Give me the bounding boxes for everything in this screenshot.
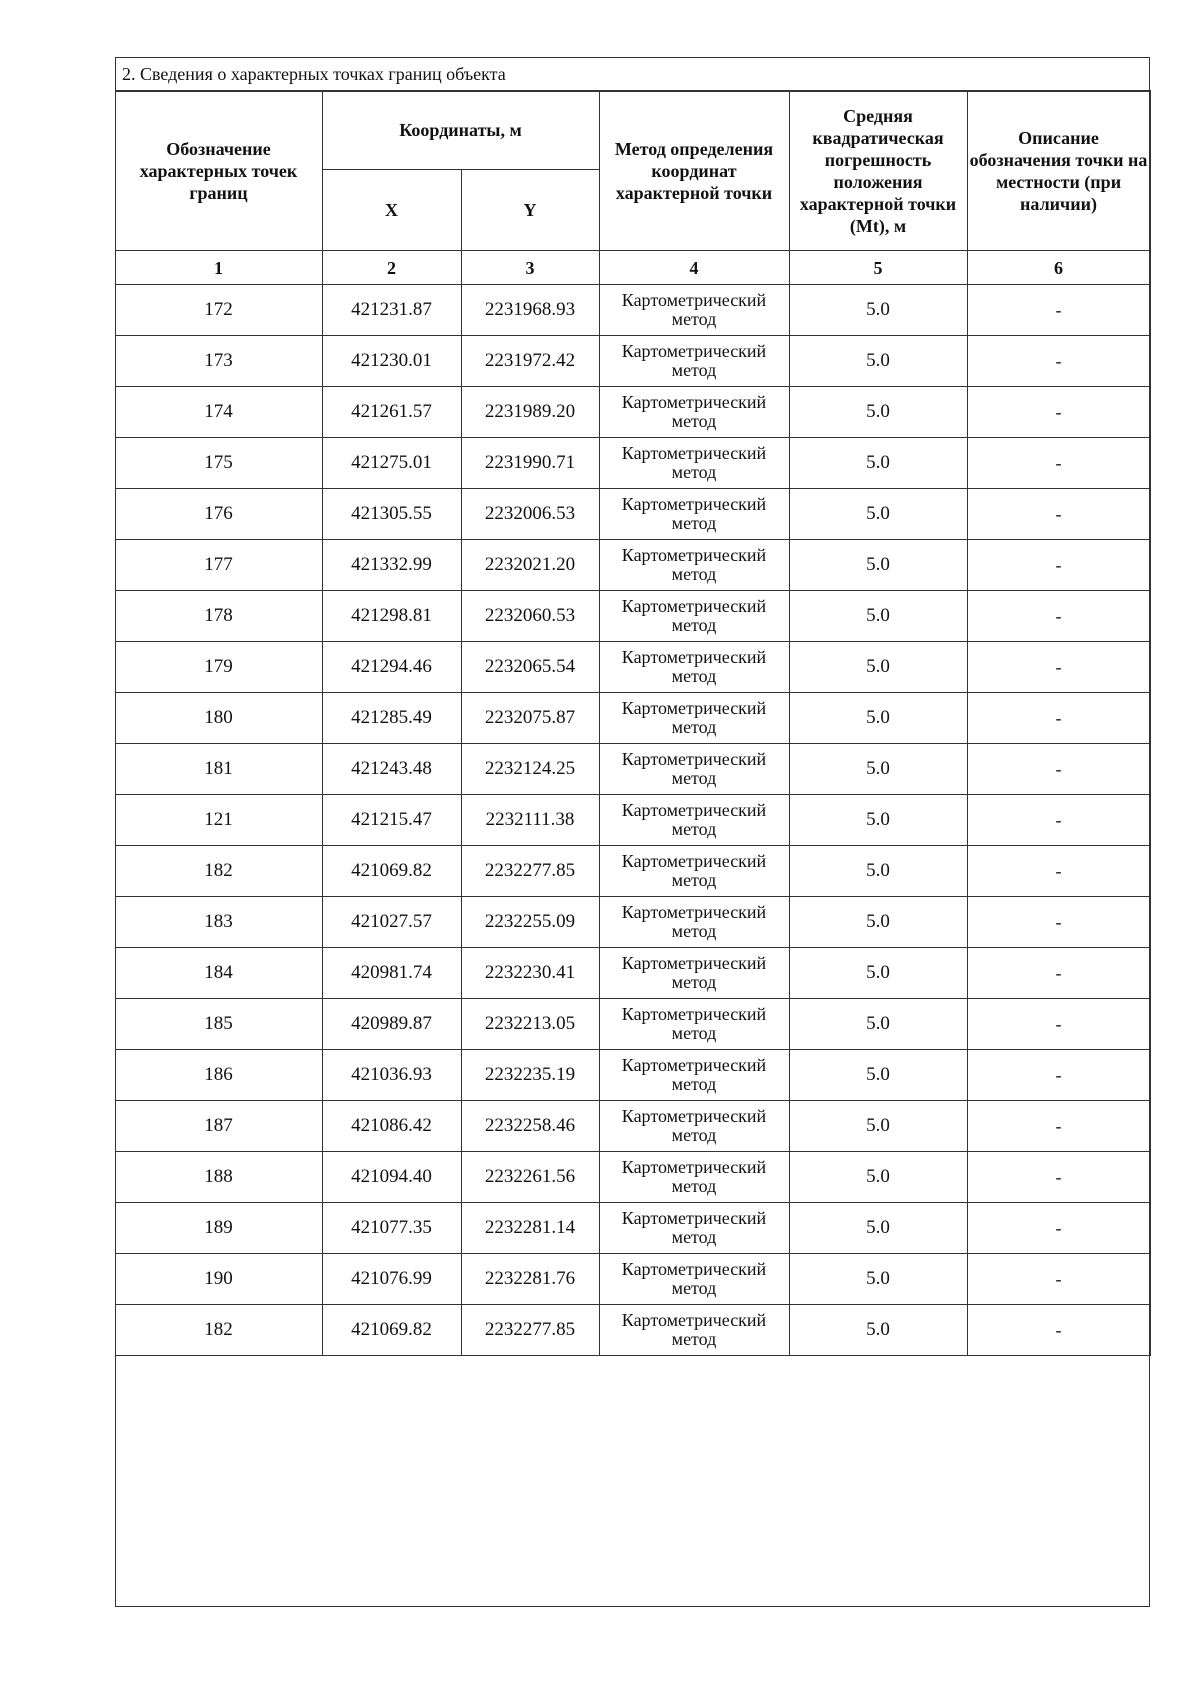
table-row bbox=[115, 1203, 1150, 1254]
table-row bbox=[115, 1254, 1150, 1305]
table-row bbox=[115, 744, 1150, 795]
y-coordinate-cell: 2232021.20 bbox=[461, 540, 599, 591]
table-row bbox=[115, 999, 1150, 1050]
method-cell: Картометрический метод bbox=[599, 846, 789, 897]
description-cell: - bbox=[967, 897, 1150, 948]
mt-cell: 5.0 bbox=[789, 1203, 967, 1254]
boundary-points-table bbox=[115, 90, 1151, 1356]
x-coordinate-cell: 421305.55 bbox=[322, 489, 461, 540]
y-coordinate-cell: 2231990.71 bbox=[461, 438, 599, 489]
point-id-cell: 182 bbox=[115, 846, 322, 897]
mt-cell: 5.0 bbox=[789, 336, 967, 387]
x-coordinate-cell: 421332.99 bbox=[322, 540, 461, 591]
point-id-cell: 174 bbox=[115, 387, 322, 438]
x-coordinate-cell: 421261.57 bbox=[322, 387, 461, 438]
table-row bbox=[115, 336, 1150, 387]
point-id-cell: 176 bbox=[115, 489, 322, 540]
table-row bbox=[115, 387, 1150, 438]
mt-cell: 5.0 bbox=[789, 438, 967, 489]
header-y: Y bbox=[461, 170, 599, 251]
description-cell: - bbox=[967, 1254, 1150, 1305]
x-coordinate-cell: 421069.82 bbox=[322, 846, 461, 897]
method-cell: Картометрический метод bbox=[599, 999, 789, 1050]
column-number: 2 bbox=[322, 251, 461, 285]
method-cell: Картометрический метод bbox=[599, 387, 789, 438]
mt-cell: 5.0 bbox=[789, 1050, 967, 1101]
y-coordinate-cell: 2232006.53 bbox=[461, 489, 599, 540]
method-cell: Картометрический метод bbox=[599, 1101, 789, 1152]
description-cell: - bbox=[967, 591, 1150, 642]
mt-cell: 5.0 bbox=[789, 1152, 967, 1203]
table-row bbox=[115, 1101, 1150, 1152]
y-coordinate-cell: 2232060.53 bbox=[461, 591, 599, 642]
method-cell: Картометрический метод bbox=[599, 285, 789, 336]
x-coordinate-cell: 421215.47 bbox=[322, 795, 461, 846]
method-cell: Картометрический метод bbox=[599, 336, 789, 387]
mt-cell: 5.0 bbox=[789, 489, 967, 540]
mt-cell: 5.0 bbox=[789, 948, 967, 999]
point-id-cell: 189 bbox=[115, 1203, 322, 1254]
point-id-cell: 190 bbox=[115, 1254, 322, 1305]
header-coordinates: Координаты, м bbox=[322, 91, 599, 170]
mt-cell: 5.0 bbox=[789, 999, 967, 1050]
x-coordinate-cell: 420981.74 bbox=[322, 948, 461, 999]
y-coordinate-cell: 2232213.05 bbox=[461, 999, 599, 1050]
x-coordinate-cell: 421077.35 bbox=[322, 1203, 461, 1254]
x-coordinate-cell: 421094.40 bbox=[322, 1152, 461, 1203]
y-coordinate-cell: 2232277.85 bbox=[461, 846, 599, 897]
mt-cell: 5.0 bbox=[789, 1254, 967, 1305]
column-number: 3 bbox=[461, 251, 599, 285]
method-cell: Картометрический метод bbox=[599, 1152, 789, 1203]
table-row bbox=[115, 1050, 1150, 1101]
y-coordinate-cell: 2231968.93 bbox=[461, 285, 599, 336]
mt-cell: 5.0 bbox=[789, 387, 967, 438]
y-coordinate-cell: 2232281.76 bbox=[461, 1254, 599, 1305]
x-coordinate-cell: 421027.57 bbox=[322, 897, 461, 948]
mt-cell: 5.0 bbox=[789, 591, 967, 642]
point-id-cell: 179 bbox=[115, 642, 322, 693]
mt-cell: 5.0 bbox=[789, 285, 967, 336]
description-cell: - bbox=[967, 285, 1150, 336]
point-id-cell: 187 bbox=[115, 1101, 322, 1152]
description-cell: - bbox=[967, 795, 1150, 846]
x-coordinate-cell: 421275.01 bbox=[322, 438, 461, 489]
point-id-cell: 184 bbox=[115, 948, 322, 999]
table-row bbox=[115, 489, 1150, 540]
description-cell: - bbox=[967, 693, 1150, 744]
description-cell: - bbox=[967, 489, 1150, 540]
y-coordinate-cell: 2232065.54 bbox=[461, 642, 599, 693]
description-cell: - bbox=[967, 1101, 1150, 1152]
point-id-cell: 181 bbox=[115, 744, 322, 795]
x-coordinate-cell: 421285.49 bbox=[322, 693, 461, 744]
x-coordinate-cell: 421076.99 bbox=[322, 1254, 461, 1305]
x-coordinate-cell: 421086.42 bbox=[322, 1101, 461, 1152]
description-cell: - bbox=[967, 1203, 1150, 1254]
header-method: Метод определения координат характерной точки bbox=[599, 91, 789, 251]
table-row bbox=[115, 591, 1150, 642]
point-id-cell: 186 bbox=[115, 1050, 322, 1101]
table-row bbox=[115, 642, 1150, 693]
y-coordinate-cell: 2231989.20 bbox=[461, 387, 599, 438]
table-row bbox=[115, 540, 1150, 591]
y-coordinate-cell: 2232235.19 bbox=[461, 1050, 599, 1101]
table-row bbox=[115, 846, 1150, 897]
point-id-cell: 182 bbox=[115, 1305, 322, 1356]
table-row bbox=[115, 897, 1150, 948]
description-cell: - bbox=[967, 1152, 1150, 1203]
description-cell: - bbox=[967, 999, 1150, 1050]
mt-cell: 5.0 bbox=[789, 693, 967, 744]
column-number: 4 bbox=[599, 251, 789, 285]
y-coordinate-cell: 2232111.38 bbox=[461, 795, 599, 846]
mt-cell: 5.0 bbox=[789, 846, 967, 897]
table-row bbox=[115, 285, 1150, 336]
column-number: 6 bbox=[967, 251, 1150, 285]
header-point-designation: Обозначение характерных точек границ bbox=[115, 91, 322, 251]
mt-cell: 5.0 bbox=[789, 744, 967, 795]
method-cell: Картометрический метод bbox=[599, 1203, 789, 1254]
x-coordinate-cell: 421231.87 bbox=[322, 285, 461, 336]
point-id-cell: 177 bbox=[115, 540, 322, 591]
mt-cell: 5.0 bbox=[789, 642, 967, 693]
description-cell: - bbox=[967, 1050, 1150, 1101]
description-cell: - bbox=[967, 336, 1150, 387]
description-cell: - bbox=[967, 846, 1150, 897]
x-coordinate-cell: 421243.48 bbox=[322, 744, 461, 795]
x-coordinate-cell: 421294.46 bbox=[322, 642, 461, 693]
mt-cell: 5.0 bbox=[789, 1101, 967, 1152]
method-cell: Картометрический метод bbox=[599, 897, 789, 948]
table-row bbox=[115, 795, 1150, 846]
method-cell: Картометрический метод bbox=[599, 540, 789, 591]
y-coordinate-cell: 2231972.42 bbox=[461, 336, 599, 387]
point-id-cell: 183 bbox=[115, 897, 322, 948]
description-cell: - bbox=[967, 387, 1150, 438]
table-row bbox=[115, 1152, 1150, 1203]
point-id-cell: 121 bbox=[115, 795, 322, 846]
y-coordinate-cell: 2232230.41 bbox=[461, 948, 599, 999]
x-coordinate-cell: 421036.93 bbox=[322, 1050, 461, 1101]
point-id-cell: 185 bbox=[115, 999, 322, 1050]
description-cell: - bbox=[967, 438, 1150, 489]
y-coordinate-cell: 2232124.25 bbox=[461, 744, 599, 795]
column-number: 1 bbox=[115, 251, 322, 285]
table-row bbox=[115, 438, 1150, 489]
description-cell: - bbox=[967, 744, 1150, 795]
y-coordinate-cell: 2232075.87 bbox=[461, 693, 599, 744]
table-body bbox=[115, 285, 1150, 1356]
table-row bbox=[115, 948, 1150, 999]
method-cell: Картометрический метод bbox=[599, 1305, 789, 1356]
description-cell: - bbox=[967, 642, 1150, 693]
y-coordinate-cell: 2232255.09 bbox=[461, 897, 599, 948]
point-id-cell: 178 bbox=[115, 591, 322, 642]
method-cell: Картометрический метод bbox=[599, 795, 789, 846]
point-id-cell: 173 bbox=[115, 336, 322, 387]
section-title: 2. Сведения о характерных точках границ объекта bbox=[116, 58, 1149, 92]
method-cell: Картометрический метод bbox=[599, 489, 789, 540]
document-frame bbox=[115, 57, 1150, 1607]
y-coordinate-cell: 2232258.46 bbox=[461, 1101, 599, 1152]
column-number: 5 bbox=[789, 251, 967, 285]
header-x: X bbox=[322, 170, 461, 251]
point-id-cell: 188 bbox=[115, 1152, 322, 1203]
y-coordinate-cell: 2232261.56 bbox=[461, 1152, 599, 1203]
point-id-cell: 175 bbox=[115, 438, 322, 489]
method-cell: Картометрический метод bbox=[599, 642, 789, 693]
header-point-description: Описание обозначения точки на местности (при наличии) bbox=[967, 91, 1150, 251]
y-coordinate-cell: 2232281.14 bbox=[461, 1203, 599, 1254]
point-id-cell: 172 bbox=[115, 285, 322, 336]
x-coordinate-cell: 421230.01 bbox=[322, 336, 461, 387]
method-cell: Картометрический метод bbox=[599, 693, 789, 744]
x-coordinate-cell: 421069.82 bbox=[322, 1305, 461, 1356]
method-cell: Картометрический метод bbox=[599, 438, 789, 489]
mt-cell: 5.0 bbox=[789, 897, 967, 948]
description-cell: - bbox=[967, 540, 1150, 591]
mt-cell: 5.0 bbox=[789, 540, 967, 591]
header-mean-square-error: Средняя квадратическая погрешность положения характерной точки (Mt), м bbox=[789, 91, 967, 251]
method-cell: Картометрический метод bbox=[599, 948, 789, 999]
method-cell: Картометрический метод bbox=[599, 744, 789, 795]
method-cell: Картометрический метод bbox=[599, 591, 789, 642]
method-cell: Картометрический метод bbox=[599, 1254, 789, 1305]
mt-cell: 5.0 bbox=[789, 1305, 967, 1356]
table-row bbox=[115, 693, 1150, 744]
y-coordinate-cell: 2232277.85 bbox=[461, 1305, 599, 1356]
table-row bbox=[115, 1305, 1150, 1356]
point-id-cell: 180 bbox=[115, 693, 322, 744]
method-cell: Картометрический метод bbox=[599, 1050, 789, 1101]
x-coordinate-cell: 421298.81 bbox=[322, 591, 461, 642]
mt-cell: 5.0 bbox=[789, 795, 967, 846]
x-coordinate-cell: 420989.87 bbox=[322, 999, 461, 1050]
description-cell: - bbox=[967, 948, 1150, 999]
description-cell: - bbox=[967, 1305, 1150, 1356]
